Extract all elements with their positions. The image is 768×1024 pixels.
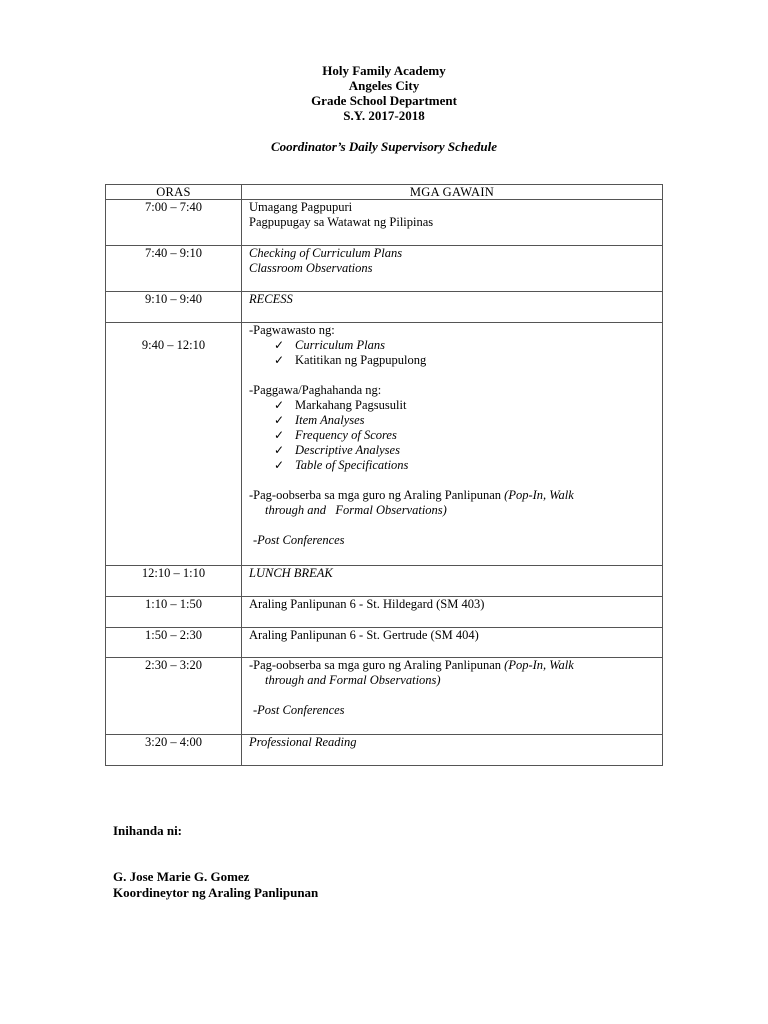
activity-cell: [242, 200, 663, 246]
table-row: [106, 597, 663, 628]
table-row: [106, 566, 663, 597]
observation-line: [249, 658, 662, 673]
activity-line: Professional Reading: [249, 735, 357, 749]
table-header-row: [106, 185, 663, 200]
time-text: 9:40 – 12:10: [141, 338, 206, 352]
school-city: Angeles City: [348, 78, 420, 93]
document-title: Coordinator’s Daily Supervisory Schedule: [271, 139, 497, 154]
signatory-block: [113, 869, 318, 901]
observation-line: [249, 488, 662, 503]
post-conferences: -Post Conferences: [253, 533, 345, 547]
activity-cell: [242, 597, 663, 628]
checklist: [249, 398, 662, 473]
observation-text: -Pag-oobserba sa mga guro ng Araling Panlipunan: [249, 658, 502, 672]
activity-cell: [242, 628, 663, 658]
activity-heading: -Pagwawasto ng:: [249, 323, 335, 337]
time-cell: 1:10 – 1:50: [106, 597, 242, 628]
table-row: [106, 292, 663, 323]
post-conferences: -Post Conferences: [253, 703, 345, 717]
activity-line: RECESS: [249, 292, 293, 306]
checklist-item: ✓ Descriptive Analyses: [274, 443, 662, 458]
table-row: [106, 323, 663, 566]
checklist-item: ✓ Katitikan ng Pagpupulong: [274, 353, 662, 368]
checklist-item: ✓ Markahang Pagsusulit: [274, 398, 662, 413]
time-cell: 2:30 – 3:20: [106, 658, 242, 735]
table-row: [106, 628, 663, 658]
activity-cell: [242, 658, 663, 735]
signatory-name: G. Jose Marie G. Gomez: [113, 869, 250, 884]
observation-types: (Pop-In, Walk: [504, 658, 574, 672]
prepared-by-label: Inihanda ni:: [113, 823, 183, 838]
school-name: Holy Family Academy: [322, 63, 446, 78]
checklist-item: ✓ Item Analyses: [274, 413, 662, 428]
observation-types-cont: through and Formal Observations): [265, 503, 447, 517]
time-cell: 3:20 – 4:00: [106, 735, 242, 766]
activity-line: Araling Panlipunan 6 - St. Gertrude (SM 404): [249, 628, 479, 642]
activity-cell: [242, 323, 663, 566]
observation-text: -Pag-oobserba sa mga guro ng Araling Panlipunan: [249, 488, 502, 502]
department-name: Grade School Department: [311, 93, 457, 108]
time-cell: 7:00 – 7:40: [106, 200, 242, 246]
table-row: [106, 200, 663, 246]
time-cell: 12:10 – 1:10: [106, 566, 242, 597]
table-row: [106, 246, 663, 292]
activity-line: Umagang Pagpupuri: [249, 200, 353, 214]
activity-cell: [242, 292, 663, 323]
activity-cell: [242, 246, 663, 292]
time-cell: 1:50 – 2:30: [106, 628, 242, 658]
activity-line: LUNCH BREAK: [249, 566, 333, 580]
time-cell: 9:10 – 9:40: [106, 292, 242, 323]
table-row: [106, 735, 663, 766]
activity-line: Checking of Curriculum Plans: [249, 246, 403, 260]
activity-cell: [242, 735, 663, 766]
time-cell: 7:40 – 9:10: [106, 246, 242, 292]
time-cell: [106, 323, 242, 566]
schedule-table: [105, 184, 663, 766]
activity-line: Araling Panlipunan 6 - St. Hildegard (SM 403): [249, 597, 485, 611]
activity-line: Pagpupugay sa Watawat ng Pilipinas: [249, 215, 434, 229]
table-row: [106, 658, 663, 735]
column-header-time: ORAS: [106, 185, 242, 200]
checklist-item: ✓ Table of Specifications: [274, 458, 662, 473]
observation-types-cont: through and Formal Observations): [265, 673, 441, 687]
activity-line: Classroom Observations: [249, 261, 373, 275]
school-year: S.Y. 2017-2018: [343, 108, 425, 123]
checklist-item: ✓ Curriculum Plans: [274, 338, 662, 353]
checklist: [249, 338, 662, 368]
signatory-position: Koordineytor ng Araling Panlipunan: [113, 885, 319, 900]
checklist-item: ✓ Frequency of Scores: [274, 428, 662, 443]
column-header-activity: MGA GAWAIN: [242, 185, 663, 200]
activity-cell: [242, 566, 663, 597]
activity-heading: -Paggawa/Paghahanda ng:: [249, 383, 382, 397]
document-header: [0, 63, 768, 123]
observation-types: (Pop-In, Walk: [504, 488, 574, 502]
